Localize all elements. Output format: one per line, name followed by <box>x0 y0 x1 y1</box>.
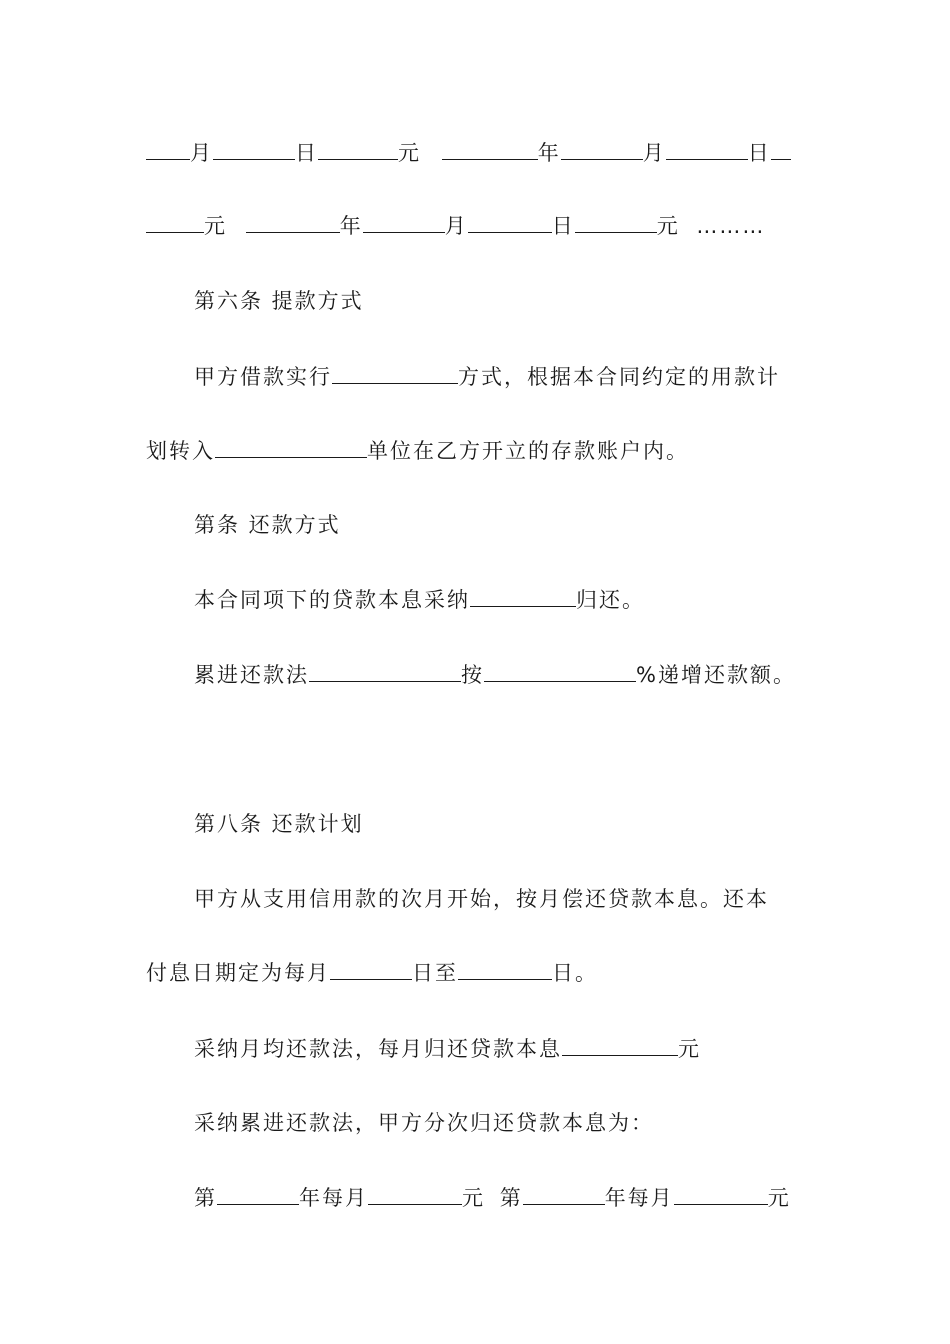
text: 年 <box>339 214 363 238</box>
text: 元 <box>678 1037 701 1061</box>
blank-field[interactable] <box>470 586 576 607</box>
blank-field[interactable] <box>309 661 461 682</box>
text: 第 <box>194 1186 217 1210</box>
text: 划转入 <box>146 439 215 463</box>
blank-field[interactable] <box>484 661 636 682</box>
article-8-heading: 第八条 还款计划 <box>194 812 364 836</box>
paragraph <box>146 958 806 988</box>
text: 月 <box>190 141 213 165</box>
blank-field[interactable] <box>363 212 445 233</box>
text: 采纳月均还款法，每月归还贷款本息 <box>194 1037 562 1061</box>
text: 元 <box>462 1186 485 1210</box>
text: 元 <box>656 214 680 238</box>
paragraph <box>194 1034 806 1064</box>
paragraph: 甲方从支用信用款的次月开始，按月偿还贷款本息。还本 <box>194 887 769 911</box>
text: 日。 <box>552 961 598 985</box>
blank-field[interactable] <box>213 139 295 160</box>
article-6-heading: 第六条 提款方式 <box>194 289 364 313</box>
text: 付息日期定为每月 <box>146 961 330 985</box>
paragraph <box>194 585 806 615</box>
paragraph <box>194 660 806 690</box>
blank-field[interactable] <box>215 437 367 458</box>
article-7-heading: 第条 还款方式 <box>194 513 341 537</box>
blank-field[interactable] <box>368 1184 462 1205</box>
text: 方式，根据本合同约定的用款计 <box>458 365 780 389</box>
blank-field[interactable] <box>674 1184 768 1205</box>
text: 日 <box>551 214 575 238</box>
paragraph <box>146 436 806 466</box>
text: 日至 <box>412 961 458 985</box>
blank-field[interactable] <box>246 212 340 233</box>
text: 甲方借款实行 <box>194 365 332 389</box>
blank-field[interactable] <box>523 1184 605 1205</box>
text: 元 <box>398 141 421 165</box>
text: 元 <box>767 1186 791 1210</box>
blank-field[interactable] <box>332 363 458 384</box>
text: 日 <box>295 141 318 165</box>
text: 日 <box>747 141 771 165</box>
blank-field[interactable] <box>562 1035 678 1056</box>
paragraph: 采纳累进还款法，甲方分次归还贷款本息为： <box>194 1111 654 1135</box>
blank-field[interactable] <box>146 139 190 160</box>
text: 年 <box>537 141 561 165</box>
blank-field[interactable] <box>575 212 657 233</box>
blank-field[interactable] <box>468 212 552 233</box>
text: 月 <box>642 141 666 165</box>
blank-field[interactable] <box>330 959 412 980</box>
schedule-line-1 <box>146 138 806 168</box>
text: 按 <box>461 663 484 687</box>
text: 年每月 <box>299 1186 368 1210</box>
blank-field[interactable] <box>771 139 791 160</box>
text: 年每月 <box>604 1186 674 1210</box>
text: 月 <box>444 214 468 238</box>
blank-field[interactable] <box>217 1184 299 1205</box>
text: 累进还款法 <box>194 663 309 687</box>
paragraph <box>194 362 806 392</box>
blank-field[interactable] <box>442 139 538 160</box>
text: 第 <box>499 1186 523 1210</box>
text: 本合同项下的贷款本息采纳 <box>194 588 470 612</box>
text: 归还。 <box>576 588 645 612</box>
blank-field[interactable] <box>318 139 398 160</box>
text: %递增还款额。 <box>636 663 796 687</box>
schedule-line-2 <box>146 211 806 241</box>
blank-field[interactable] <box>458 959 552 980</box>
blank-field[interactable] <box>666 139 748 160</box>
text: 元 <box>204 214 227 238</box>
blank-field[interactable] <box>146 212 204 233</box>
ellipsis: ……… <box>696 214 766 238</box>
blank-field[interactable] <box>561 139 643 160</box>
schedule-line-3 <box>194 1183 806 1213</box>
text: 单位在乙方开立的存款账户内。 <box>367 439 689 463</box>
